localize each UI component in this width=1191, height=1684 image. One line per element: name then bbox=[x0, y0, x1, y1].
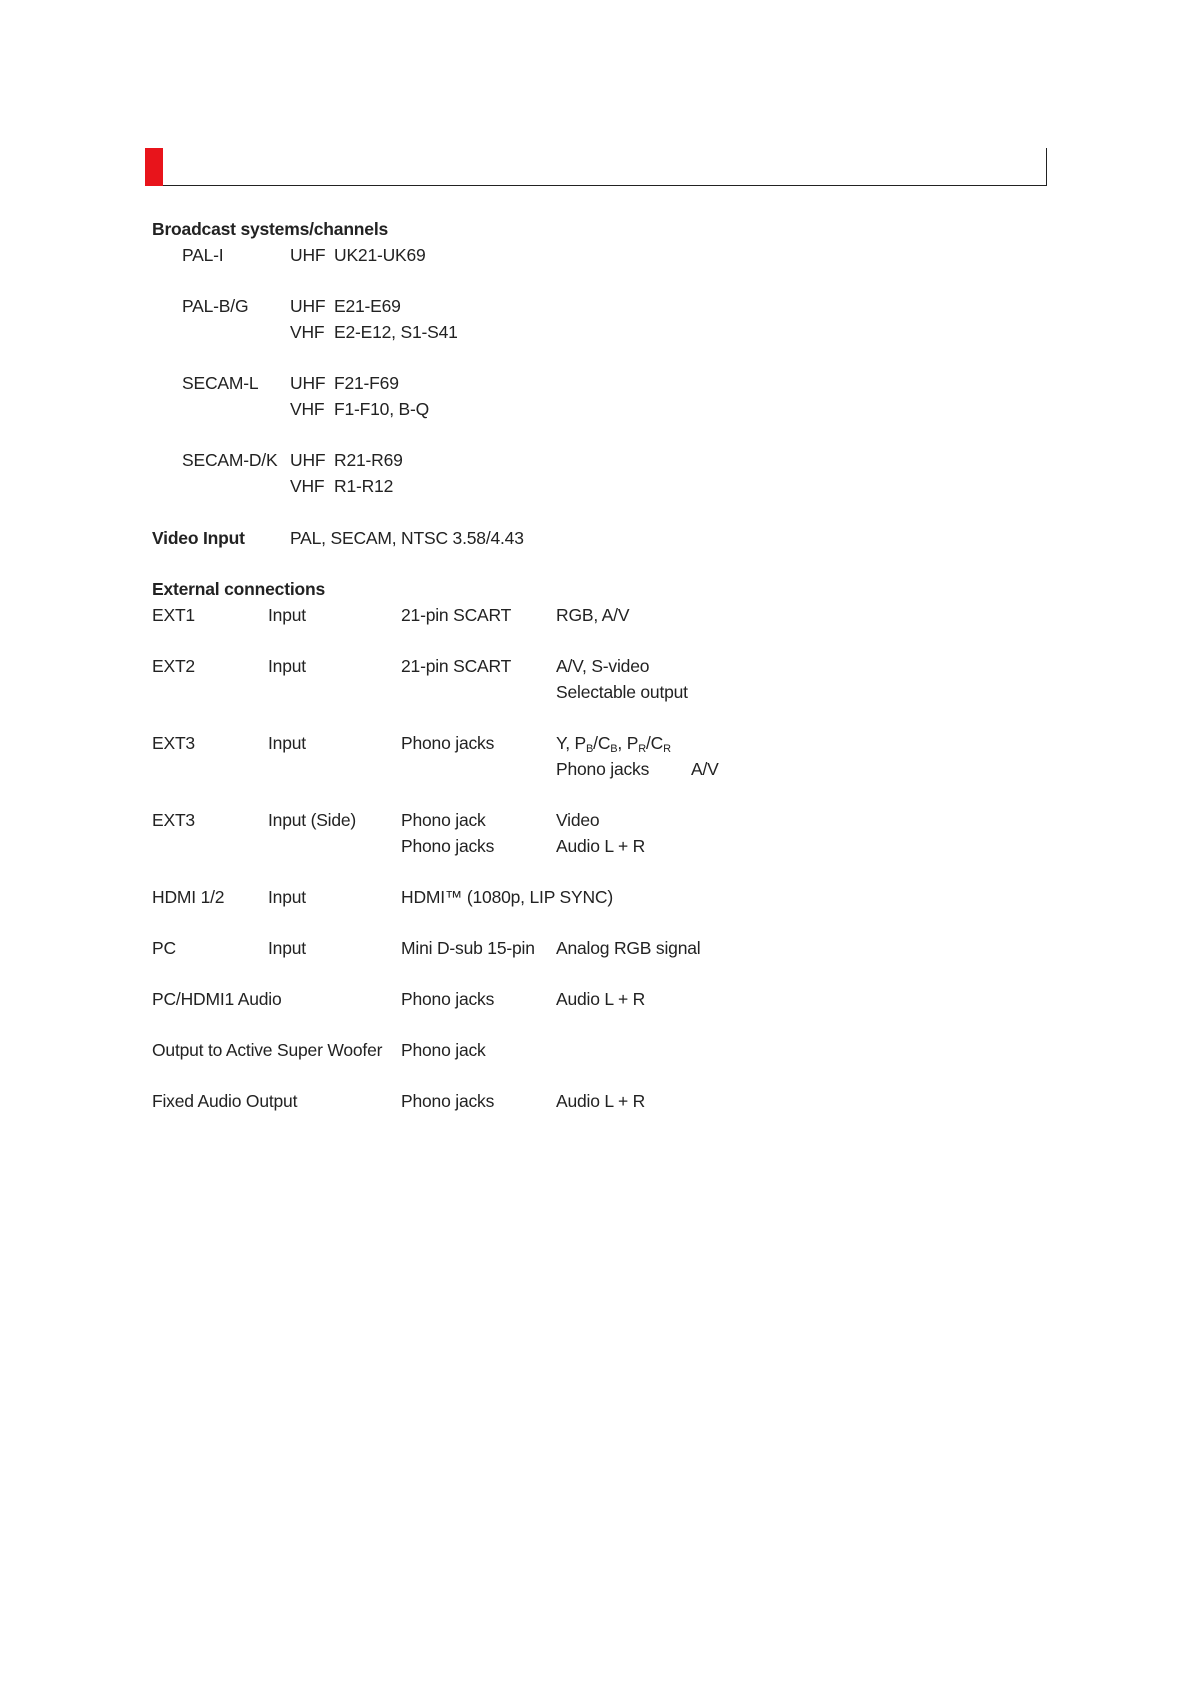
ext3-side-connector: Phono jack bbox=[401, 810, 486, 830]
ext3-signal-2: A/V bbox=[691, 759, 719, 779]
broadcast-channels: F21-F69 bbox=[334, 373, 399, 393]
ext3-side-signal: Video bbox=[556, 810, 600, 830]
broadcast-band: VHF bbox=[290, 399, 325, 419]
broadcast-channels: R21-R69 bbox=[334, 450, 403, 470]
ext2-connector: 21-pin SCART bbox=[401, 656, 512, 676]
ext2-name: EXT2 bbox=[152, 656, 195, 676]
ext1-name: EXT1 bbox=[152, 605, 195, 625]
ext1-type: Input bbox=[268, 605, 306, 625]
ext3-side-name: EXT3 bbox=[152, 810, 195, 830]
pc-audio-connector: Phono jacks bbox=[401, 989, 495, 1009]
video-input-value: PAL, SECAM, NTSC 3.58/4.43 bbox=[290, 528, 524, 548]
red-marker bbox=[145, 148, 163, 186]
broadcast-channels: F1-F10, B-Q bbox=[334, 399, 430, 419]
broadcast-band: UHF bbox=[290, 245, 326, 265]
broadcast-channels: E21-E69 bbox=[334, 296, 401, 316]
fixed-audio-connector: Phono jacks bbox=[401, 1091, 495, 1111]
video-input-label: Video Input bbox=[152, 528, 245, 548]
ext3-connector: Phono jacks bbox=[401, 733, 495, 753]
fixed-audio-signal: Audio L + R bbox=[556, 1091, 646, 1111]
ext3-side-connector-2: Phono jacks bbox=[401, 836, 495, 856]
broadcast-system: PAL-B/G bbox=[182, 296, 249, 316]
broadcast-band: UHF bbox=[290, 373, 326, 393]
broadcast-system: PAL-I bbox=[182, 245, 224, 265]
ext3-side-type: Input (Side) bbox=[268, 810, 357, 830]
pc-signal: Analog RGB signal bbox=[556, 938, 701, 958]
pc-audio-name: PC/HDMI1 Audio bbox=[152, 989, 282, 1009]
ext3-side-signal-2: Audio L + R bbox=[556, 836, 646, 856]
pc-connector: Mini D-sub 15-pin bbox=[401, 938, 535, 958]
pc-name: PC bbox=[152, 938, 176, 958]
pc-audio-signal: Audio L + R bbox=[556, 989, 646, 1009]
broadcast-system: SECAM-D/K bbox=[182, 450, 278, 470]
broadcast-channels: R1-R12 bbox=[334, 476, 394, 496]
broadcast-band: VHF bbox=[290, 322, 325, 342]
ext1-signal: RGB, A/V bbox=[556, 605, 630, 625]
broadcast-band: UHF bbox=[290, 296, 326, 316]
woofer-name: Output to Active Super Woofer bbox=[152, 1040, 383, 1060]
ext2-type: Input bbox=[268, 656, 306, 676]
woofer-connector: Phono jack bbox=[401, 1040, 486, 1060]
ext1-connector: 21-pin SCART bbox=[401, 605, 512, 625]
broadcast-channels: E2-E12, S1-S41 bbox=[334, 322, 458, 342]
ext3-connector-2: Phono jacks bbox=[556, 759, 650, 779]
ext3-name: EXT3 bbox=[152, 733, 195, 753]
broadcast-band: VHF bbox=[290, 476, 325, 496]
broadcast-heading: Broadcast systems/channels bbox=[152, 219, 389, 239]
broadcast-channels: UK21-UK69 bbox=[334, 245, 426, 265]
ext2-signal: A/V, S-video bbox=[556, 656, 650, 676]
ext3-component-signal: Y, $P_B/C_B$, $P_R/C_R$ bbox=[556, 733, 671, 755]
hdmi-connector: HDMI™ (1080p, LIP SYNC) bbox=[401, 887, 613, 907]
fixed-audio-name: Fixed Audio Output bbox=[152, 1091, 298, 1111]
hdmi-name: HDMI 1/2 bbox=[152, 887, 225, 907]
page-header-bar bbox=[145, 148, 1047, 186]
external-heading: External connections bbox=[152, 579, 325, 599]
ext3-type: Input bbox=[268, 733, 306, 753]
broadcast-band: UHF bbox=[290, 450, 326, 470]
ext2-signal-2: Selectable output bbox=[556, 682, 688, 702]
broadcast-system: SECAM-L bbox=[182, 373, 259, 393]
pc-type: Input bbox=[268, 938, 306, 958]
hdmi-type: Input bbox=[268, 887, 306, 907]
